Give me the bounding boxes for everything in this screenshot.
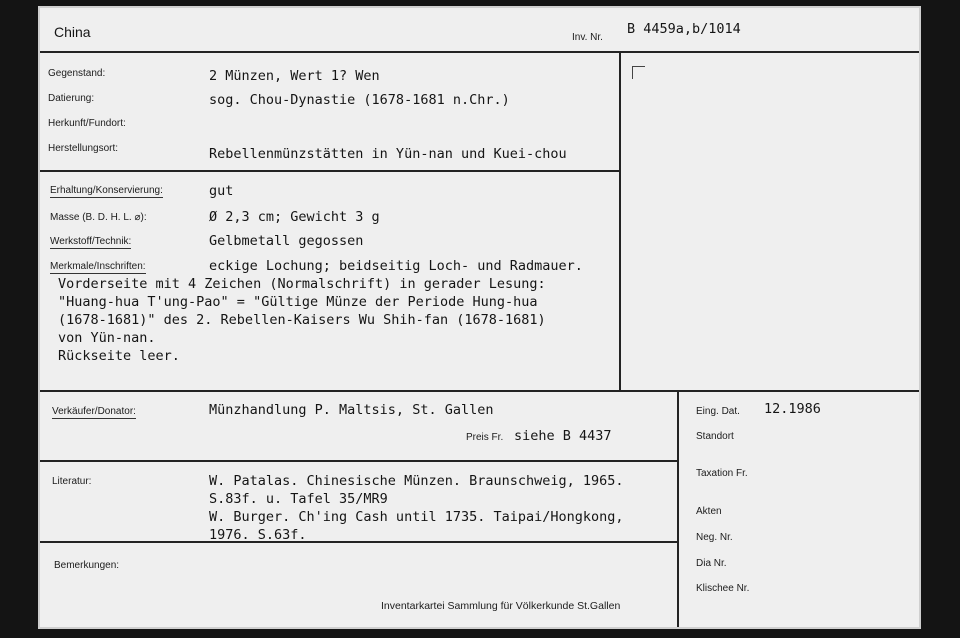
- verkaeufer-label: Verkäufer/Donator:: [52, 406, 136, 417]
- werkstoff-value: Gelbmetall gegossen: [209, 233, 364, 249]
- datierung-label: Datierung:: [48, 93, 95, 104]
- rule-after-herstellungsort: [40, 170, 621, 172]
- inventory-card: [38, 6, 921, 629]
- preis-label: Preis Fr.: [466, 432, 504, 443]
- dia-label: Dia Nr.: [696, 558, 727, 569]
- literatur-line-3: W. Burger. Ch'ing Cash until 1735. Taipai/Hongkong,: [209, 509, 624, 525]
- standort-label: Standort: [696, 431, 734, 442]
- gegenstand-value: 2 Münzen, Wert 1? Wen: [209, 68, 380, 84]
- rule-after-verkaeufer: [40, 460, 679, 462]
- merkmale-label: Merkmale/Inschriften:: [50, 261, 146, 272]
- merkmale-line-3: "Huang-hua T'ung-Pao" = "Gültige Münze der Periode Hung-hua: [58, 294, 538, 310]
- preis-value: siehe B 4437: [514, 428, 612, 444]
- merkmale-line-5: von Yün-nan.: [58, 330, 156, 346]
- merkmale-line-4: (1678-1681)" des 2. Rebellen-Kaisers Wu Shih-fan (1678-1681): [58, 312, 546, 328]
- merkmale-line-1: eckige Lochung; beidseitig Loch- und Radmauer.: [209, 258, 583, 274]
- gegenstand-label: Gegenstand:: [48, 68, 106, 79]
- rule-after-literatur: [40, 541, 679, 543]
- erhaltung-label: Erhaltung/Konservierung:: [50, 185, 163, 196]
- inv-label: Inv. Nr.: [572, 32, 603, 43]
- klischee-label: Klischee Nr.: [696, 583, 750, 594]
- inv-number: B 4459a,b/1014: [627, 21, 741, 37]
- rule-middle: [40, 390, 921, 392]
- merkmale-line-2: Vorderseite mit 4 Zeichen (Normalschrift) in gerader Lesung:: [58, 276, 546, 292]
- eing-dat-value: 12.1986: [764, 401, 821, 417]
- datierung-value: sog. Chou-Dynastie (1678-1681 n.Chr.): [209, 92, 510, 108]
- werkstoff-label: Werkstoff/Technik:: [50, 236, 132, 247]
- footer-institution: Inventarkartei Sammlung für Völkerkunde St.Gallen: [381, 600, 621, 612]
- rule-vertical-lower: [677, 390, 679, 629]
- literatur-line-4: 1976. S.63f.: [209, 527, 307, 543]
- country: China: [54, 24, 91, 40]
- erhaltung-value: gut: [209, 183, 234, 199]
- literatur-line-1: W. Patalas. Chinesische Münzen. Braunschweig, 1965.: [209, 473, 624, 489]
- taxation-label: Taxation Fr.: [696, 468, 748, 479]
- verkaeufer-value: Münzhandlung P. Maltsis, St. Gallen: [209, 402, 494, 418]
- akten-label: Akten: [696, 506, 722, 517]
- masse-value: Ø 2,3 cm; Gewicht 3 g: [209, 209, 380, 225]
- neg-label: Neg. Nr.: [696, 532, 733, 543]
- corner-mark: [632, 66, 645, 79]
- literatur-line-2: S.83f. u. Tafel 35/MR9: [209, 491, 388, 507]
- herstellungsort-value: Rebellenmünzstätten in Yün-nan und Kuei-chou: [209, 146, 567, 162]
- rule-vertical-upper: [619, 51, 621, 392]
- masse-label: Masse (B. D. H. L. ⌀):: [50, 212, 147, 223]
- bemerkungen-label: Bemerkungen:: [54, 560, 120, 571]
- rule-top: [40, 51, 921, 53]
- herkunft-label: Herkunft/Fundort:: [48, 118, 126, 129]
- eing-dat-label: Eing. Dat.: [696, 406, 740, 417]
- merkmale-line-6: Rückseite leer.: [58, 348, 180, 364]
- herstellungsort-label: Herstellungsort:: [48, 143, 119, 154]
- literatur-label: Literatur:: [52, 476, 92, 487]
